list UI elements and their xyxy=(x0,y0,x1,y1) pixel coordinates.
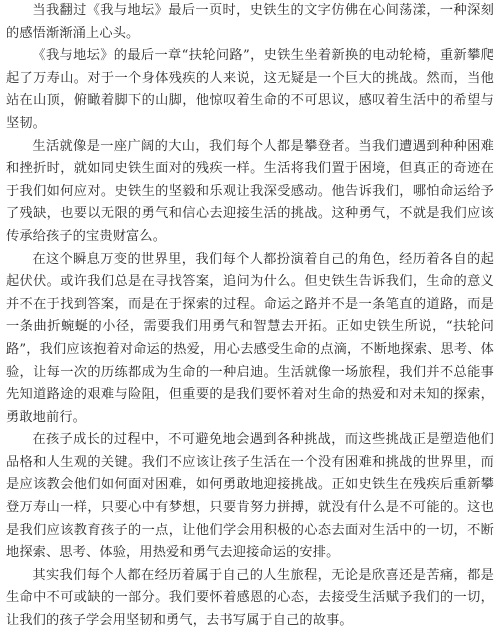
paragraph-mountain: 生活就像是一座广阔的大山，我们每个人都是攀登者。当我们遭遇到种种困难和挫折时，就如同史铁生面对的残疾一样。生活将我们置于困境，但真正的奇迹在于我们如何应对。史铁生的坚毅和乐观让我深受感动。他告诉我们，哪怕命运给予了残缺，也要以无限的勇气和信心去迎接生活的挑战。这种勇气，不就是我们应该传承给孩子的宝贵财富么。 xyxy=(6,138,494,244)
paragraph-conclusion: 其实我们每个人都在经历着属于自己的人生旅程，无论是欣喜还是苦痛，都是生命中不可或缺的一部分。我们要怀着感恩的心态，去接受生活赋予我们的一切，让我们的孩子学会用坚韧和勇气，去书写属于自己的故事。 xyxy=(6,567,494,629)
paragraph-climb: 《我与地坛》的最后一章“扶轮问路”，史铁生坐着新换的电动轮椅，重新攀爬起了万寿山。对于一个身体残疾的人来说，这无疑是一个巨大的挑战。然而，当他站在山顶，俯瞰着脚下的山脚，他惊叹着生命的不可思议，感叹着生活中的希望与坚韧。 xyxy=(6,48,494,131)
paragraph-intro: 当我翻过《我与地坛》最后一页时，史铁生的文字仿佛在心间荡漾，一种深刻的感悟渐渐涌上心头。 xyxy=(6,3,494,41)
paragraph-children: 在孩子成长的过程中，不可避免地会遇到各种挑战，而这些挑战正是塑造他们品格和人生观的关键。我们不应该让孩子生活在一个没有困难和挑战的世界里，而是应该教会他们如何面对困难，如何勇敢地迎接挑战。正如史铁生在残疾后重新攀登万寿山一样，只要心中有梦想，只要肯努力拼搏，就没有什么是不可能的。这也是我们应该教育孩子的一点，让他们学会用积极的心态去面对生活中的一切，不断地探索、思考、体验，用热爱和勇气去迎接命运的安排。 xyxy=(6,432,494,561)
paragraph-journey: 在这个瞬息万变的世界里，我们每个人都扮演着自己的角色，经历着各自的起起伏伏。或许我们总是在寻找答案，追问为什么。但史铁生告诉我们，生命的意义并不在于找到答案，而是在于探索的过程。命运之路并不是一条笔直的道路，而是一条曲折蜿蜒的小径，需要我们用勇气和智慧去开拓。正如史铁生所说，“扶轮问路”，我们应该抱着对命运的热爱，用心去感受生命的点滴，不断地探索、思考、体验，让每一次的历练都成为生命的一种启迪。生活就像一场旅程，我们并不总能事先知道路途的艰难与险阻，但重要的是我们要怀着对生命的热爱和对未知的探索，勇敢地前行。 xyxy=(6,251,494,425)
